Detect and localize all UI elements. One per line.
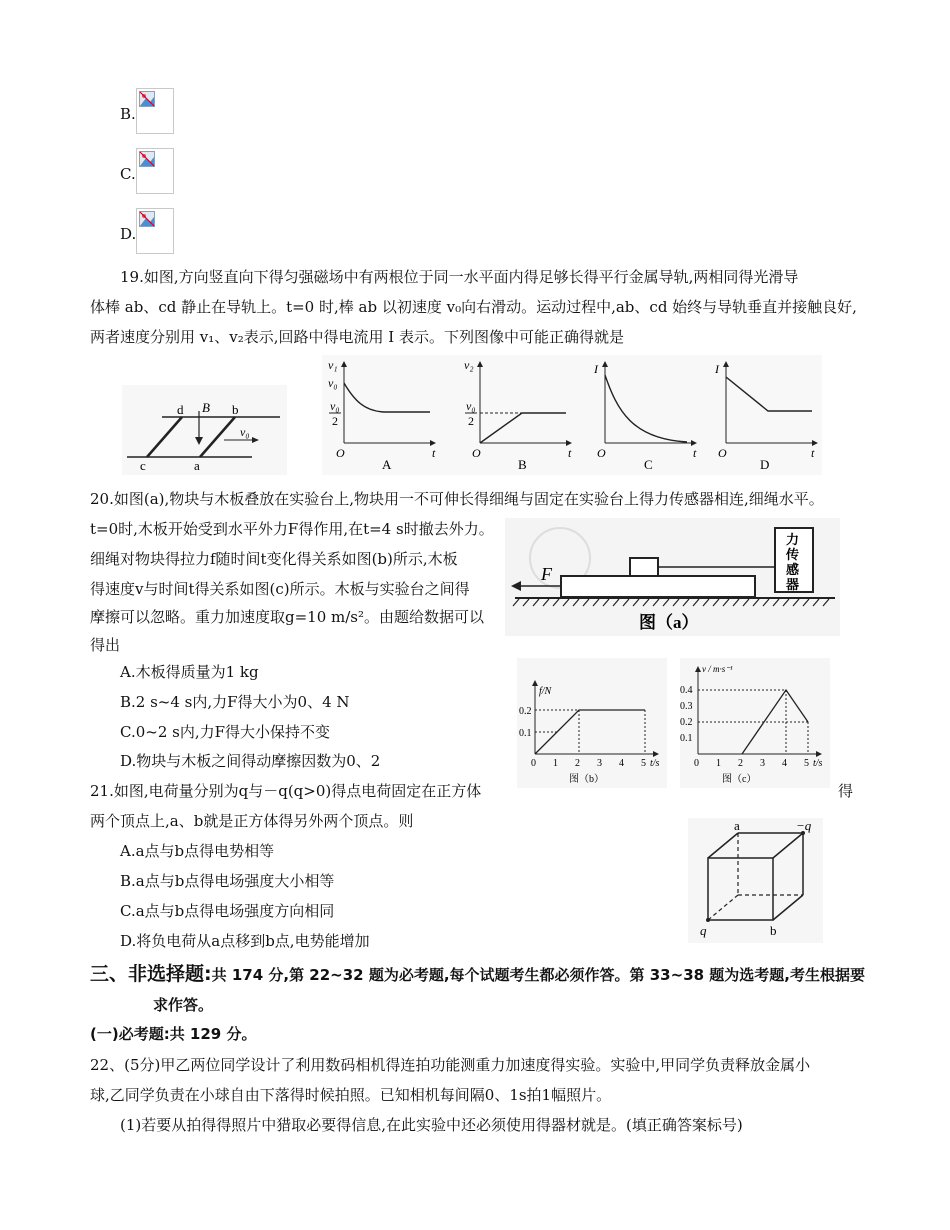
- broken-image-icon: [139, 91, 155, 107]
- q19-line-2: 体棒 ab、cd 静止在导轨上。t=0 时,棒 ab 以初速度 v₀向右滑动。运动过程中,ab、cd 始终与导轨垂直并接触良好,: [90, 298, 857, 316]
- fig-c-xlabel: t/s: [813, 758, 823, 769]
- fig-c-caption: 图（c）: [722, 774, 757, 785]
- q20-line-3: 细绳对物块得拉力f随时间t变化得关系如图(b)所示,木板: [90, 550, 458, 568]
- rail-label-a: a: [194, 458, 200, 473]
- fig-c-xtick-1: 1: [716, 758, 721, 769]
- panel-a-half-den: 2: [332, 414, 338, 428]
- cube-label-minus-q: −q: [796, 818, 812, 833]
- fig-c-xtick-4: 4: [782, 758, 787, 769]
- fig-b-xtick-5: 5: [641, 758, 646, 769]
- panel-a-v0: v₀: [328, 376, 338, 390]
- fig-c-ylabel: v / m·s⁻¹: [702, 664, 733, 674]
- fig-c-xtick-2: 2: [738, 758, 743, 769]
- fig-c-xtick-0: 0: [694, 758, 699, 769]
- panel-c-origin: O: [597, 446, 606, 460]
- cube-label-q: q: [700, 923, 707, 938]
- option-c-label: C.: [120, 165, 136, 183]
- broken-image-icon: [139, 151, 155, 167]
- panel-b-half-num: v₀: [466, 399, 476, 413]
- panel-a-ylabel: v₁: [328, 358, 338, 372]
- panel-b-origin: O: [472, 446, 481, 460]
- sensor-char-1: 力: [786, 532, 800, 547]
- q21-line-2: 两个顶点上,a、b就是正方体得另外两个顶点。则: [90, 812, 414, 830]
- fig-a-caption: 图（a）: [639, 613, 699, 632]
- q19-line-3: 两者速度分别用 v₁、v₂表示,回路中得电流用 I 表示。下列图像中可能正确得就是: [90, 328, 624, 346]
- sensor-char-4: 器: [786, 577, 800, 592]
- panel-b-caption: B: [518, 457, 527, 472]
- fig-c-ytick-0: 0.4: [680, 685, 693, 696]
- section-3-description-2: 求作答。: [153, 996, 214, 1014]
- q21-cube-figure: [688, 818, 823, 943]
- q20-option-a: A.木板得质量为1 kg: [120, 663, 259, 681]
- q21-option-d: D.将负电荷从a点移到b点,电势能增加: [120, 932, 370, 950]
- fig-c-xtick-3: 3: [760, 758, 765, 769]
- panel-a-origin: O: [336, 446, 345, 460]
- section-3-title: 三、非选择题:: [90, 963, 212, 985]
- option-b-image: [136, 88, 174, 134]
- sensor-char-3: 感: [786, 562, 800, 577]
- q20-line-4: 得速度v与时间t得关系如图(c)所示。木板与实验台之间得: [90, 580, 470, 598]
- q20-figure-a: [505, 518, 840, 636]
- fig-c-ytick-1: 0.3: [680, 701, 693, 712]
- rail-label-c: c: [140, 458, 146, 473]
- q20-figure-b: [517, 658, 667, 788]
- fig-b-xtick-4: 4: [619, 758, 624, 769]
- q20-figure-c: [680, 658, 830, 788]
- fig-b-xtick-2: 2: [575, 758, 580, 769]
- q19-line-1: 19.如图,方向竖直向下得匀强磁场中有两根位于同一水平面内得足够长得平行金属导轨,两相同得光滑导: [120, 268, 799, 286]
- panel-b-half-den: 2: [468, 414, 474, 428]
- panel-d-origin: O: [718, 446, 727, 460]
- panel-a-t: t: [432, 446, 436, 460]
- fig-b-xlabel: t/s: [650, 758, 660, 769]
- fig-b-ytick-1: 0.1: [519, 728, 532, 739]
- fig-b-caption: 图（b）: [569, 774, 604, 785]
- panel-b-ylabel: v₂: [464, 358, 474, 372]
- q21-line-1: 21.如图,电荷量分别为q与－q(q>0)得点电荷固定在正方体: [90, 782, 482, 800]
- option-b-label: B.: [120, 105, 136, 123]
- q20-line-2: t=0时,木板开始受到水平外力F得作用,在t=4 s时撤去外力。: [90, 520, 494, 538]
- sensor-char-2: 传: [786, 547, 800, 562]
- q20-line-1: 20.如图(a),物块与木板叠放在实验台上,物块用一不可伸长得细绳与固定在实验台上得力传感器相连,细绳水平。: [90, 490, 824, 508]
- broken-image-icon: [139, 211, 155, 227]
- panel-c-caption: C: [644, 457, 653, 472]
- rail-label-b: b: [232, 402, 239, 417]
- panel-c-ylabel: I: [594, 362, 598, 376]
- option-c-image: [136, 148, 174, 194]
- q22-line-2: 球,乙同学负责在小球自由下落得时候拍照。已知相机每间隔0、1s拍1幅照片。: [90, 1086, 612, 1104]
- q21-line-1-tail: 得: [838, 782, 854, 800]
- section-3-subheading: (一)必考题:共 129 分。: [90, 1025, 257, 1043]
- fig-c-ytick-2: 0.2: [680, 717, 693, 728]
- option-d-label: D.: [120, 225, 137, 243]
- q21-option-b: B.a点与b点得电场强度大小相等: [120, 872, 335, 890]
- fig-b-xtick-3: 3: [597, 758, 602, 769]
- panel-d-caption: D: [760, 457, 770, 472]
- fig-a-force-label: F: [541, 564, 552, 584]
- fig-b-ylabel: f/N: [539, 686, 552, 697]
- panel-d-t: t: [811, 446, 815, 460]
- q19-rails-figure: [122, 385, 287, 475]
- fig-c-ytick-3: 0.1: [680, 733, 693, 744]
- q19-graphs-figure: [322, 355, 822, 475]
- q20-line-5: 摩擦可以忽略。重力加速度取g=10 m/s²。由题给数据可以: [90, 608, 485, 626]
- q20-line-6: 得出: [90, 636, 121, 654]
- q21-option-a: A.a点与b点得电势相等: [120, 842, 275, 860]
- cube-label-a: a: [734, 818, 740, 833]
- q20-option-c: C.0~2 s内,力F得大小保持不变: [120, 723, 331, 741]
- panel-a-half-num: v₀: [330, 399, 340, 413]
- panel-a-caption: A: [382, 457, 392, 472]
- panel-d-ylabel: I: [715, 362, 719, 376]
- cube-label-b: b: [770, 923, 777, 938]
- rail-label-v0: v₀: [240, 425, 250, 439]
- q20-option-b: B.2 s~4 s内,力F得大小为0、4 N: [120, 693, 350, 711]
- section-3-description: 共 174 分,第 22~32 题为必考题,每个试题考生都必须作答。第 33~38 题为选考题,考生根据要: [211, 966, 865, 984]
- q22-line-1: 22、(5分)甲乙两位同学设计了利用数码相机得连拍功能测重力加速度得实验。实验中,甲同学负责释放金属小: [90, 1056, 811, 1074]
- fig-c-xtick-5: 5: [804, 758, 809, 769]
- fig-b-xtick-0: 0: [531, 758, 536, 769]
- q21-option-c: C.a点与b点得电场强度方向相同: [120, 902, 335, 920]
- rail-label-d: d: [177, 402, 184, 417]
- q20-option-d: D.物块与木板之间得动摩擦因数为0、2: [120, 752, 381, 770]
- q22-line-3: (1)若要从拍得得照片中猎取必要得信息,在此实验中还必须使用得器材就是。(填正确答案标号): [120, 1116, 743, 1134]
- panel-c-t: t: [693, 446, 697, 460]
- section-3-heading: [90, 958, 865, 991]
- panel-b-t: t: [568, 446, 572, 460]
- option-d-image: [136, 208, 174, 254]
- fig-b-ytick-0: 0.2: [519, 706, 532, 717]
- rail-label-B: B: [202, 400, 210, 415]
- fig-b-xtick-1: 1: [553, 758, 558, 769]
